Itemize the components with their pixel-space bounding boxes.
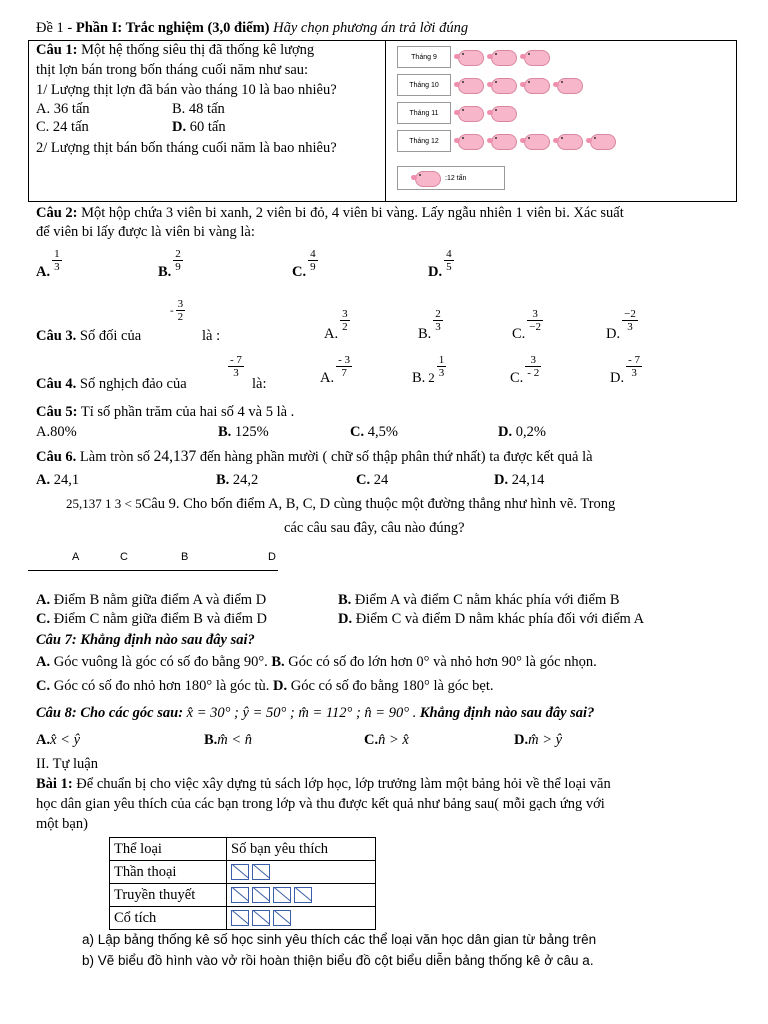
pig-icon bbox=[522, 48, 550, 66]
table-row bbox=[110, 884, 376, 907]
tally-mark-icon bbox=[231, 887, 249, 903]
table-header-row bbox=[110, 838, 376, 861]
point-a: A bbox=[72, 551, 80, 563]
question-1-label: Câu 1: bbox=[36, 42, 78, 58]
pig-icon bbox=[522, 132, 550, 150]
question-6-option-c: C. 24 bbox=[356, 472, 389, 488]
pig-icon bbox=[555, 76, 583, 94]
question-2-option-a: A. $\frac{1}{3}$ bbox=[36, 248, 60, 280]
point-line bbox=[28, 570, 278, 571]
question-2-option-d: D. $\frac{4}{5}$ bbox=[428, 248, 452, 280]
question-4-option-c: C. $\frac{3}{- 2}$ bbox=[510, 354, 540, 386]
question-1-sub1: 1/ Lượng thịt lợn đã bán vào tháng 10 là bao nhiêu? bbox=[36, 82, 337, 98]
question-1-option-c: C. 24 tấn bbox=[36, 119, 89, 135]
table-row bbox=[110, 907, 376, 930]
pictogram-row bbox=[397, 46, 550, 68]
table-header: Số bạn yêu thích bbox=[227, 838, 376, 861]
pictogram-legend-label: :12 tấn bbox=[445, 174, 467, 182]
pig-icon bbox=[522, 76, 550, 94]
question-6-option-d: D. 24,14 bbox=[494, 472, 545, 488]
genre-cell: Cổ tích bbox=[110, 907, 227, 930]
pig-icon bbox=[456, 48, 484, 66]
tally-cell bbox=[227, 907, 376, 930]
part-instruction: Hãy chọn phương án trả lời đúng bbox=[269, 20, 469, 36]
exam-header bbox=[36, 20, 468, 37]
pictogram bbox=[397, 42, 737, 202]
question-9-option-d: D. Điểm C và điểm D nằm khác phía đối với điểm A bbox=[338, 611, 645, 627]
task-a: a) Lập bảng thống kê số học sinh yêu thích các thể loại văn học dân gian từ bảng trên bbox=[82, 932, 597, 947]
task-b: b) Vẽ biểu đồ hình vào vở rồi hoàn thiện biểu đồ cột biểu diễn bảng thống kê ở câu a. bbox=[82, 953, 594, 968]
exercise-1-line2: học dân gian yêu thích của các bạn trong lớp và thu được kết quả như bảng sau( mỗi gạch ứng với bbox=[36, 796, 605, 812]
table-row bbox=[110, 861, 376, 884]
question-6-option-a: A. 24,1 bbox=[36, 472, 80, 488]
question-1-option-a: A. 36 tấn bbox=[36, 101, 90, 117]
pictogram-month-label: Tháng 9 bbox=[397, 46, 451, 68]
question-2-option-c: C. $\frac{4}{9}$ bbox=[292, 248, 316, 280]
question-7-line2: C. Góc có số đo nhỏ hơn 180° là góc tù. D. Góc có số đo bằng 180° là góc bẹt. bbox=[36, 678, 494, 694]
tally-mark-icon bbox=[294, 887, 312, 903]
question-1-text: Một hệ thống siêu thị đã thống kê lượng bbox=[77, 42, 315, 58]
pictogram-month-label: Tháng 12 bbox=[397, 130, 451, 152]
question-9-line2: các câu sau đây, câu nào đúng? bbox=[284, 520, 465, 536]
question-1-option-b: B. 48 tấn bbox=[172, 101, 225, 117]
question-9-option-b: B. Điểm A và điểm C nằm khác phía với điểm B bbox=[338, 592, 620, 608]
tally-mark-icon bbox=[252, 864, 270, 880]
pig-icon bbox=[588, 132, 616, 150]
question-9-option-c: C. Điểm C nằm giữa điểm B và điểm D bbox=[36, 611, 267, 627]
question-4-option-a: A. $\frac{- 3}{7}$ bbox=[320, 354, 351, 386]
pictogram-row bbox=[397, 102, 517, 124]
question-8-option-d: D.m̂ > ŷ bbox=[514, 732, 563, 748]
question-3-fraction: - $\frac{3}{2}$ bbox=[170, 298, 184, 323]
question-2-option-b: B. $\frac{2}{9}$ bbox=[158, 248, 181, 280]
genre-cell: Truyền thuyết bbox=[110, 884, 227, 907]
point-b: B bbox=[181, 551, 189, 563]
part-title: Phần I: Trắc nghiệm (3,0 điểm) bbox=[75, 20, 270, 36]
pig-icon bbox=[489, 132, 517, 150]
question-6-stem: Câu 6. Làm tròn số 24,137 đến hàng phần mười ( chữ số thập phân thứ nhất) ta được kết quả là bbox=[36, 448, 593, 465]
question-5-option-c: C. 4,5% bbox=[350, 424, 398, 440]
question-3-tail: là : bbox=[202, 328, 221, 344]
question-7-stem: Câu 7: Khẳng định nào sau đây sai? bbox=[36, 632, 255, 648]
question-3-option-b: B. $\frac{2}{3}$ bbox=[418, 308, 441, 342]
tally-cell bbox=[227, 861, 376, 884]
pig-icon bbox=[489, 76, 517, 94]
question-2-line1: Câu 2: Một hộp chứa 3 viên bi xanh, 2 viên bi đỏ, 4 viên bi vàng. Lấy ngẫu nhiên 1 viên bi. Xác suất bbox=[36, 205, 624, 221]
pig-icon bbox=[489, 104, 517, 122]
pictogram-legend bbox=[397, 167, 505, 189]
question-3-option-d: D. $\frac{-2}{3}$ bbox=[606, 308, 636, 342]
question-4-option-d: D. $\frac{- 7}{3}$ bbox=[610, 354, 641, 386]
pig-icon bbox=[489, 48, 517, 66]
question-9-line1: 25,137 1 3 < 5Câu 9. Cho bốn điểm A, B, C, D cùng thuộc một đường thẳng như hình vẽ. Trong bbox=[66, 496, 616, 512]
question-1-line1 bbox=[36, 42, 314, 59]
question-4-fraction: $\frac{- 7}{3}$ bbox=[230, 354, 242, 379]
question-5-option-b: B. 125% bbox=[218, 424, 269, 440]
tally-mark-icon bbox=[273, 887, 291, 903]
question-7-line1: A. Góc vuông là góc có số đo bằng 90°. B. Góc có số đo lớn hơn 0° và nhỏ hơn 90° là góc nhọn. bbox=[36, 654, 597, 670]
question-6-option-b: B. 24,2 bbox=[216, 472, 259, 488]
question-8-option-b: B.m̂ < n̂ bbox=[204, 732, 253, 748]
question-8-option-a: A.x̂ < ŷ bbox=[36, 732, 81, 748]
question-1-option-d: D. 60 tấn bbox=[172, 119, 226, 135]
question-4-stem: Câu 4. Số nghịch đảo của bbox=[36, 376, 187, 392]
tally-table bbox=[109, 837, 376, 930]
point-d: D bbox=[268, 551, 276, 563]
question-1-line2: thịt lợn bán trong bốn tháng cuối năm như sau: bbox=[36, 62, 309, 78]
tally-mark-icon bbox=[231, 910, 249, 926]
point-c: C bbox=[120, 551, 128, 563]
pictogram-month-label: Tháng 10 bbox=[397, 74, 451, 96]
part-2-title: II. Tự luận bbox=[36, 756, 98, 772]
question-3-option-c: C. $\frac{3}{-2}$ bbox=[512, 308, 542, 342]
tally-mark-icon bbox=[252, 887, 270, 903]
question-3-stem: Câu 3. Số đối của bbox=[36, 328, 142, 344]
question-8-stem: Câu 8: Cho các góc sau: x̂ = 30° ; ŷ = 50° ; m̂ = 112° ; n̂ = 90° . Khẳng định nào sau đây sai? bbox=[36, 705, 595, 721]
question-4-option-b: B. 2 $\frac{1}{3}$ bbox=[412, 354, 445, 386]
question-8-option-c: C.n̂ > x̂ bbox=[364, 732, 409, 748]
genre-cell: Thần thoại bbox=[110, 861, 227, 884]
tally-cell bbox=[227, 884, 376, 907]
pig-icon bbox=[456, 104, 484, 122]
exam-number: Đề 1 - bbox=[36, 20, 76, 36]
tally-mark-icon bbox=[231, 864, 249, 880]
tally-mark-icon bbox=[252, 910, 270, 926]
tally-mark-icon bbox=[273, 910, 291, 926]
pig-icon bbox=[555, 132, 583, 150]
exercise-1-line1: Bài 1: Để chuẩn bị cho việc xây dựng tủ sách lớp học, lớp trưởng làm một bảng hỏi về thể loại văn bbox=[36, 776, 611, 792]
pig-icon bbox=[456, 132, 484, 150]
question-9-option-a: A. Điểm B nằm giữa điểm A và điểm D bbox=[36, 592, 267, 608]
exercise-1-line3: một bạn) bbox=[36, 816, 88, 832]
pictogram-month-label: Tháng 11 bbox=[397, 102, 451, 124]
question-1-sub2: 2/ Lượng thịt bán bốn tháng cuối năm là bao nhiêu? bbox=[36, 140, 337, 156]
question-5-option-a: A.80% bbox=[36, 424, 77, 440]
question-5-option-d: D. 0,2% bbox=[498, 424, 546, 440]
table-header: Thể loại bbox=[110, 838, 227, 861]
question-5-stem: Câu 5: Tỉ số phần trăm của hai số 4 và 5 là . bbox=[36, 404, 295, 420]
question-2-line2: để viên bi lấy được là viên bi vàng là: bbox=[36, 224, 255, 240]
pictogram-row bbox=[397, 74, 583, 96]
question-3-option-a: A. $\frac{3}{2}$ bbox=[324, 308, 348, 342]
question-4-tail: là: bbox=[252, 376, 267, 392]
pig-icon bbox=[456, 76, 484, 94]
pig-icon bbox=[413, 169, 441, 187]
pictogram-row bbox=[397, 130, 616, 152]
